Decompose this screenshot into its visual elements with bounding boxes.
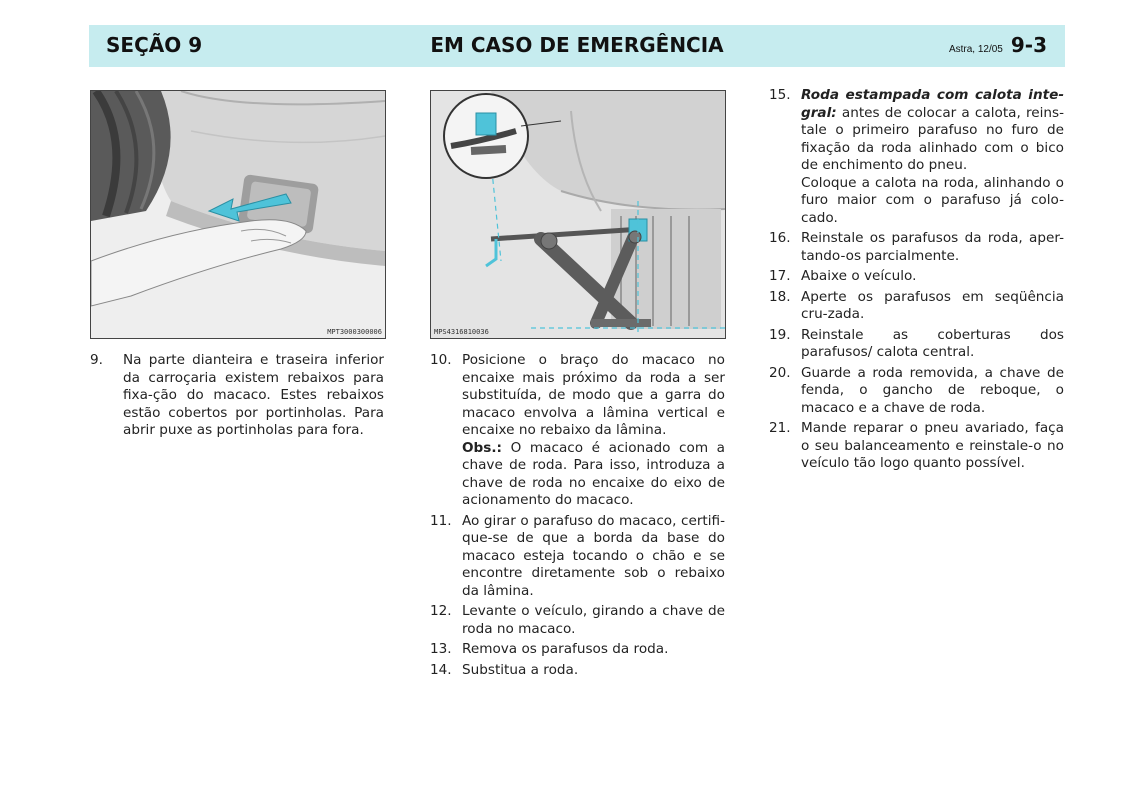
item-text: Remova os parafusos da roda.	[462, 641, 669, 657]
item-text	[801, 87, 1064, 227]
list-item	[430, 513, 725, 601]
column-left	[90, 352, 384, 443]
item-number: 21.	[769, 420, 791, 436]
item-number: 16.	[769, 230, 791, 246]
list-item	[769, 230, 1064, 265]
item-title: Roda estampada com calota inte-gral:	[801, 87, 1064, 121]
item-body: antes de colocar a calota, reins-tale o primeiro parafuso no furo de fixação da roda alinhado com o bico de enchimento do pneu.	[801, 104, 1065, 173]
item-number: 11.	[430, 512, 452, 529]
note-text: O macaco é acionado com a chave de roda. Para isso, introduza a chave de roda no encaixe do eixo de acionamento do macaco.	[462, 439, 725, 508]
edition-label: Astra, 12/05	[948, 44, 1003, 55]
list-item	[90, 352, 384, 440]
list-item	[769, 87, 1064, 227]
item-number: 9.	[90, 352, 103, 368]
list-item	[430, 352, 725, 510]
figure-code: MPS4316810036	[434, 328, 489, 336]
item-number: 18.	[769, 288, 791, 305]
item-text: Na parte dianteira e traseira inferior da carroçaria existem rebaixos para fixa-ção do macaco. Estes rebaixos estão cobertos por portinholas. Para abrir puxe as portinholas para fora.	[123, 352, 384, 438]
list-item	[430, 641, 725, 659]
page-number: 9-3	[1010, 33, 1047, 57]
item-text: Substitua a roda.	[462, 661, 579, 678]
item-text: Aperte os parafusos em seqüência cru-zada.	[801, 288, 1064, 322]
item-number: 17.	[769, 268, 791, 284]
list-item	[769, 420, 1064, 473]
item-text: Posicione o braço do macaco no encaixe mais próximo da roda a ser substituída, de modo que a garra do macaco envolva a lâmina vertical e encaixe no rebaixo da lâmina. Obs.: O macaco é acionado com a chave de roda. Para isso, introduza a chave de roda no encaixe do eixo de acionamento do macaco.	[462, 352, 725, 508]
item-body-2: Coloque a calota na roda, alinhando o furo maior com o parafuso já colo-cado.	[801, 174, 1064, 226]
list-item	[769, 289, 1064, 324]
list-item	[430, 662, 725, 680]
item-number: 13.	[430, 641, 452, 657]
item-number: 12.	[430, 603, 452, 619]
figure-code: MPT3000300006	[327, 328, 382, 336]
item-number: 19.	[769, 326, 791, 343]
item-text: Abaixe o veículo.	[801, 268, 917, 284]
item-number: 14.	[430, 661, 452, 678]
list-item	[769, 268, 1064, 286]
column-center	[430, 352, 725, 682]
note	[462, 440, 725, 510]
page-header	[89, 25, 1065, 67]
figure-jack-cover-illustration	[91, 91, 385, 338]
item-text: Guarde a roda removida, a chave de fenda, o gancho de reboque, o macaco e a chave de roda.	[801, 364, 1064, 416]
chapter-title: EM CASO DE EMERGÊNCIA	[430, 33, 724, 57]
note-label: Obs.:	[462, 439, 502, 456]
figure-jack-position	[430, 90, 726, 339]
item-text: Ao girar o parafuso do macaco, certifi-que-se de que a borda da base do macaco esteja tocando o chão e se encontre diretamente sob o rebaixo da lâmina.	[462, 512, 725, 599]
list-item	[769, 327, 1064, 362]
item-text: Mande reparar o pneu avariado, faça o seu balanceamento e reinstale-o no veículo tão logo quanto possível.	[801, 420, 1064, 471]
section-label: SEÇÃO 9	[106, 33, 203, 57]
item-text: Reinstale as coberturas dos parafusos/ calota central.	[801, 326, 1064, 360]
item-number: 15.	[769, 87, 791, 103]
column-right	[769, 87, 1064, 476]
figure-jack-cover	[90, 90, 386, 339]
figure-jack-position-illustration	[431, 91, 725, 338]
item-number: 10.	[430, 352, 452, 368]
item-text: Reinstale os parafusos da roda, aper-tando-os parcialmente.	[801, 230, 1064, 264]
item-number: 20.	[769, 364, 791, 381]
list-item	[430, 603, 725, 638]
item-text: Levante o veículo, girando a chave de roda no macaco.	[462, 603, 725, 637]
page-info	[949, 33, 1047, 57]
list-item	[769, 365, 1064, 418]
